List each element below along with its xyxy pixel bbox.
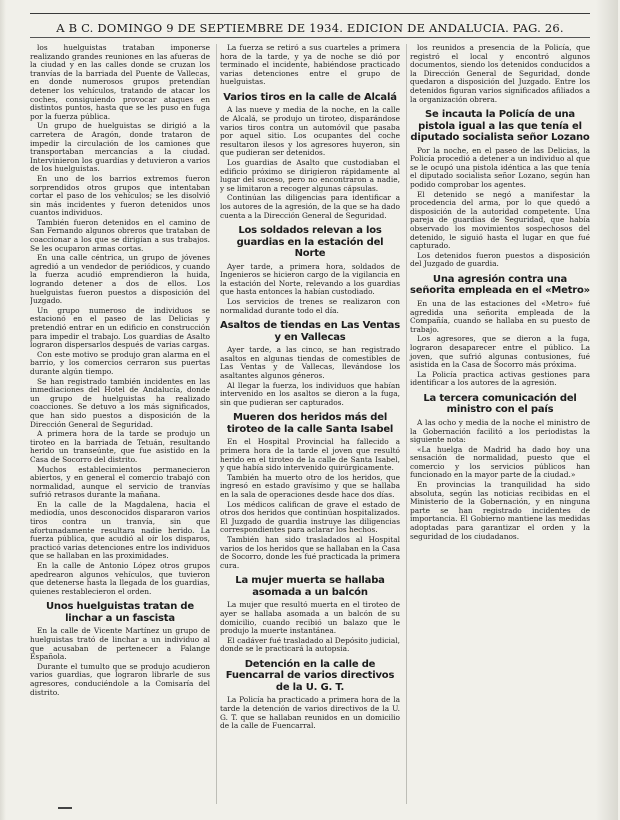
article-headline: Mueren dos heridos más del tiroteo de la calle Santa Isabel [226, 412, 394, 435]
article-paragraph: Se han registrado también incidentes en las inmediaciones del Hotel de Andalucía, donde un grupo de huelguistas ha realizado coacciones. Se detuvo a los más significados, que han sido puestos a disposición de la Dirección General de Seguridad. [30, 376, 210, 429]
article-paragraph: Los detenidos fueron puestos a disposición del Juzgado de guardia. [410, 250, 590, 269]
running-head: A B C. DOMINGO 9 DE SEPTIEMBRE DE 1934. EDICION DE ANDALUCIA. PAG. 26. [56, 21, 564, 35]
scan-margin [596, 0, 618, 820]
article-paragraph: En la calle de Vicente Martínez un grupo de huelguistas trató de linchar a un individuo al que acusaban de pertenecer a Falange Española. [30, 626, 210, 662]
article-paragraph: La mujer que resultó muerta en el tiroteo de ayer se hallaba asomada a un balcón de su domicilio, cuando recibió un balazo que le produjo la muerte instantánea. [220, 600, 400, 636]
article-headline: Una agresión contra una señorita empleada en el «Metro» [410, 273, 590, 297]
article-paragraph: Por la noche, en el paseo de las Delicias, la Policía procedió a detener a un individuo al que se le ocupó una pistola idéntica a las que tenía el diputado socialista señor Lozano, según han podido comprobar los agentes. [410, 145, 590, 190]
article-paragraph: Los agresores, que se dieron a la fuga, lograron desaparecer entre el público. La joven, que sufrió algunas contusiones, fué asistida en la Casa de Socorro más próxima. [410, 334, 590, 370]
article-paragraph: También han sido trasladados al Hospital varios de los heridos que se hallaban en la Casa de Socorro, donde les fué practicada la primera cura. [220, 534, 400, 570]
article-headline: Asaltos de tiendas en Las Ventas y en Vallecas [220, 320, 400, 343]
article-headline: Detención en la calle de Fuencarral de varios directivos de la U. G. T. [225, 658, 395, 693]
article-headline: La mujer muerta se hallaba asomada a un balcón [235, 575, 385, 598]
article-paragraph: El cadáver fué trasladado al Depósito judicial, donde se le practicará la autopsia. [220, 635, 400, 654]
article-paragraph: Muchos establecimientos permanecieron abiertos, y en general el comercio trabajó con normalidad, aunque el servicio de tranvías sufrió retrasos durante la mañana. [30, 464, 210, 500]
column-2 [216, 44, 400, 804]
article-columns [30, 44, 590, 804]
article-paragraph: Con este motivo se produjo gran alarma en el barrio, y los comercios cerraron sus puertas durante algún tiempo. [30, 349, 210, 376]
article-paragraph: Ayer tarde, a primera hora, soldados de Ingenieros se hicieron cargo de la vigilancia en la estación del Norte, relevando a los guardias que hasta entonces la habían custodiado. [220, 261, 400, 297]
column-1 [30, 44, 210, 804]
article-headline: Se incauta la Policía de una pistola igual a las que tenía el diputado socialista señor Lozano [410, 109, 590, 144]
page-corner-mark [58, 807, 72, 815]
article-paragraph: La Policía ha practicado a primera hora de la tarde la detención de varios directivos de la U. G. T. que se hallaban reunidos en un domicilio de la calle de Fuencarral. [220, 695, 400, 731]
article-paragraph: Los servicios de trenes se realizaron con normalidad durante todo el día. [220, 297, 400, 315]
article-paragraph: Los guardias de Asalto que custodiaban el edificio próximo se dirigieron rápidamente al lugar del suceso, pero no encontraron a nadie, y se limitaron a recoger algunas cápsulas. [220, 158, 400, 193]
article-paragraph: los reunidos a presencia de la Policía, que registró el local y encontró algunos documentos, siendo los detenidos conducidos a la Dirección General de Seguridad, donde quedaron a disposición del Juzgado. Entre los detenidos figuran varios significados afiliados a la organización obrera. [410, 44, 590, 104]
article-paragraph: El detenido se negó a manifestar la procedencia del arma, por lo que quedó a disposición de la autoridad competente. Una pareja de guardias de Seguridad, que había observado los movimientos sospechosos del detenido, le siguió hasta el lugar en que fué capturado. [410, 189, 590, 251]
article-paragraph: En el Hospital Provincial ha fallecido a primera hora de la tarde el joven que resultó herido en el tiroteo de la calle de Santa Isabel, y que había sido intervenido quirúrgicamente. [220, 437, 400, 473]
column-3 [406, 44, 590, 804]
article-paragraph: La Policía practica activas gestiones para identificar a los autores de la agresión. [410, 369, 590, 388]
article-paragraph: A primera hora de la tarde se produjo un tiroteo en la barriada de Tetuán, resultando herido un transeúnte, que fue asistido en la Casa de Socorro del distrito. [30, 429, 210, 464]
article-paragraph: La fuerza se retiró a sus cuarteles a primera hora de la tarde, y ya de noche se dió por terminado el incidente, habiéndose practicado varias detenciones entre el grupo de huelguistas. [220, 44, 400, 87]
article-headline: Varios tiros en la calle de Alcalá [223, 91, 397, 103]
header-rule [30, 37, 590, 38]
article-paragraph: También fueron detenidos en el camino de San Fernando algunos obreros que trataban de coaccionar a los que se dirigían a sus trabajos. Se les ocuparon armas cortas. [30, 217, 210, 253]
page-top-rule [30, 13, 590, 14]
scan-shadow [0, 0, 6, 820]
article-paragraph: También ha muerto otro de los heridos, que ingresó en estado gravísimo y que se hallaba en la sala de operaciones desde hace dos días. [220, 472, 400, 499]
article-paragraph: Un grupo de huelguistas se dirigió a la carretera de Aragón, donde trataron de impedir la circulación de los camiones que transportaban mercancías a la ciudad. Intervinieron los guardias y detuvieron a varios de los huelguistas. [30, 121, 210, 174]
article-paragraph: los huelguistas trataban imponerse realizando grandes reuniones en las afueras de la ciudad y en las calles donde se cruzan los tranvías de la barriada del Puente de Vallecas, en donde numerosos grupos pretendían detener los vehículos, tratando de atacar los coches, consiguiendo provocar ataques en distintos puntos, hasta que se les puso en fuga por la fuerza pública. [30, 44, 210, 121]
article-paragraph: En una calle céntrica, un grupo de jóvenes agredió a un vendedor de periódicos, y cuando la fuerza acudió emprendieron la huida, logrando detener a dos de ellos. Los huelguistas fueron puestos a disposición del Juzgado. [30, 253, 210, 306]
article-paragraph: «La huelga de Madrid ha dado hoy una sensación de normalidad, puesto que el comercio y los servicios públicos han funcionado en la mayor parte de la ciudad.» [410, 444, 590, 480]
article-paragraph: Durante el tumulto que se produjo acudieron varios guardias, que lograron librarle de sus agresores, conduciéndole a la Comisaría del distrito. [30, 661, 210, 697]
article-paragraph: En uno de los barrios extremos fueron sorprendidos otros grupos que intentaban cortar el paso de los vehículos; se les disolvió sin más incidentes y fueron detenidos unos cuantos individuos. [30, 173, 210, 218]
article-headline: Unos huelguistas tratan de linchar a un fascista [46, 601, 194, 624]
article-paragraph: A las ocho y media de la noche el ministro de la Gobernación facilitó a los periodistas la siguiente nota: [410, 417, 590, 445]
article-paragraph: Ayer tarde, a las cinco, se han registrado asaltos en algunas tiendas de comestibles de Las Ventas y de Vallecas, llevándose los asaltantes algunos géneros. [220, 345, 400, 381]
article-paragraph: En la calle de Antonio López otros grupos apedrearon algunos vehículos, que tuvieron que detenerse hasta la llegada de los guardias, quienes restablecieron el orden. [30, 561, 210, 596]
article-paragraph: En la calle de la Magdalena, hacia el mediodía, unos desconocidos dispararon varios tiros contra un tranvía, sin que afortunadamente resultara nadie herido. La fuerza pública, que acudió al oír los disparos, practicó varias detenciones entre los individuos que se hallaban en las proximidades. [30, 499, 210, 561]
article-paragraph: A las nueve y media de la noche, en la calle de Alcalá, se produjo un tiroteo, disparándose varios tiros contra un automóvil que pasaba por aquel sitio. Los ocupantes del coche resultaron ilesos y los agresores huyeron, sin que pudieran ser detenidos. [220, 105, 400, 158]
article-headline: Los soldados relevan a los guardias en la estación del Norte [236, 225, 384, 260]
article-paragraph: Los médicos califican de grave el estado de otros dos heridos que continúan hospitalizados. El Juzgado de guardia instruye las diligencias correspondientes para aclarar los hechos. [220, 499, 400, 535]
article-paragraph: En provincias la tranquilidad ha sido absoluta, según las noticias recibidas en el Ministerio de la Gobernación, y en ninguna parte se han registrado incidentes de importancia. El Gobierno mantiene las medidas adoptadas para garantizar el orden y la seguridad de los ciudadanos. [410, 480, 590, 541]
article-paragraph: Un grupo numeroso de individuos se estacionó en el paseo de las Delicias y pretendió entrar en un edificio en construcción para impedir el trabajo. Los guardias de Asalto lograron dispersarlos después de varias cargas. [30, 305, 210, 350]
article-paragraph: En una de las estaciones del «Metro» fué agredida una señorita empleada de la Compañía, cuando se hallaba en su puesto de trabajo. [410, 298, 590, 334]
article-paragraph: Al llegar la fuerza, los individuos que habían intervenido en los asaltos se dieron a la fuga, sin que pudieran ser capturados. [220, 380, 400, 407]
article-headline: La tercera comunicación del ministro con el país [423, 392, 577, 416]
article-paragraph: Continúan las diligencias para identificar a los autores de la agresión, de la que se ha dado cuenta a la Dirección General de Seguridad. [220, 193, 400, 220]
